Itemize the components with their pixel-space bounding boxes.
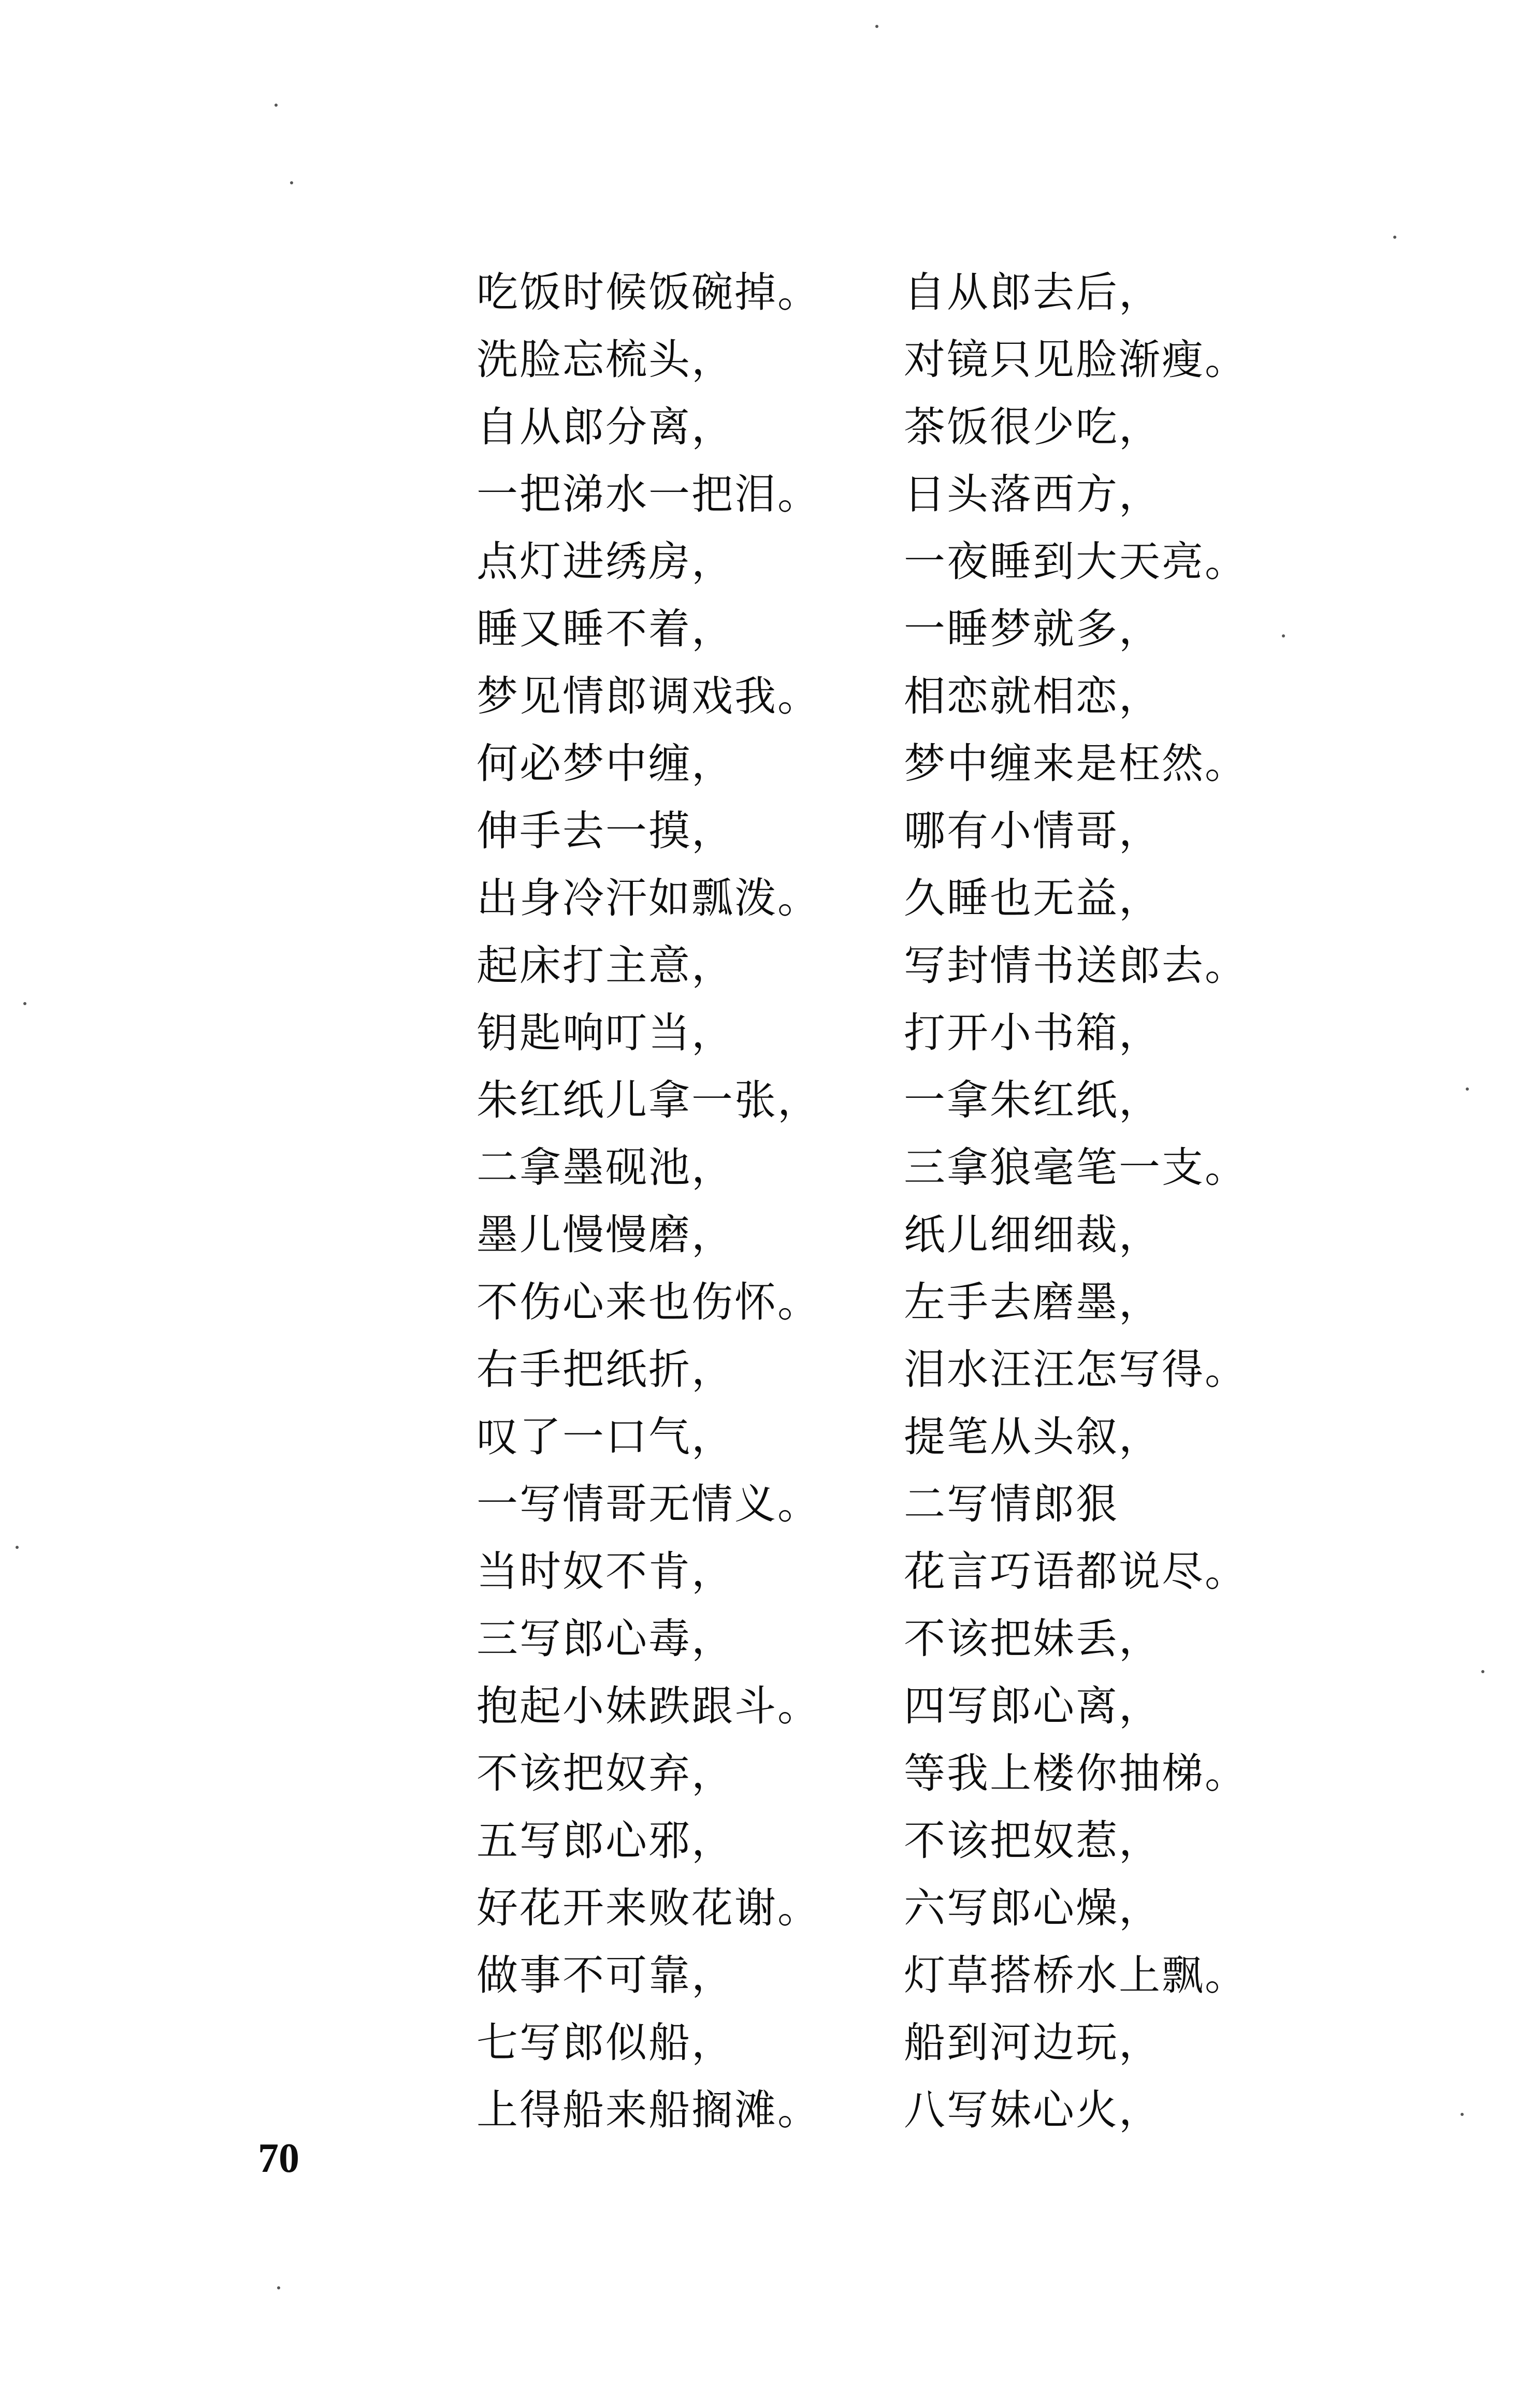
scan-speck (1461, 2113, 1464, 2116)
verse-line: 一睡梦就多， (904, 605, 1162, 653)
verse-line: 久睡也无益， (904, 874, 1162, 922)
verse-line: 相恋就相恋， (904, 672, 1162, 720)
scan-speck (16, 1546, 19, 1549)
verse-line: 伸手去一摸， (476, 807, 734, 855)
verse-line: 花言巧语都说尽。 (904, 1547, 1248, 1595)
verse-line: 灯草搭桥水上飘。 (904, 1951, 1248, 1999)
verse-line: 不伤心来也伤怀。 (476, 1278, 820, 1326)
verse-line: 纸儿细细裁， (904, 1211, 1162, 1259)
verse-line: 吃饭时候饭碗掉。 (476, 268, 820, 316)
verse-line: 好花开来败花谢。 (476, 1884, 820, 1932)
verse-line: 自从郎分离， (476, 403, 734, 451)
verse-line: 六写郎心燥， (904, 1884, 1162, 1932)
verse-line: 泪水汪汪怎写得。 (904, 1345, 1248, 1394)
verse-line: 一把涕水一把泪。 (476, 470, 820, 518)
scan-speck (875, 25, 878, 28)
verse-line: 三写郎心毒， (476, 1615, 734, 1663)
scan-speck (1282, 634, 1285, 637)
verse-line: 睡又睡不着， (476, 605, 734, 653)
verse-line: 哪有小情哥， (904, 807, 1162, 855)
verse-line: 不该把奴惹， (904, 1817, 1162, 1865)
scan-speck (1466, 1087, 1469, 1091)
verse-line: 八写妹心火， (904, 2086, 1162, 2134)
verse-line: 日头落西方， (904, 470, 1162, 518)
verse-line: 五写郎心邪， (476, 1817, 734, 1865)
verse-line: 右手把纸折， (476, 1345, 734, 1394)
verse-line: 做事不可靠， (476, 1951, 734, 1999)
verse-line: 起床打主意， (476, 941, 734, 990)
verse-line: 钥匙响叮当， (476, 1009, 734, 1057)
verse-line: 梦见情郎调戏我。 (476, 672, 820, 720)
verse-line: 梦中缠来是枉然。 (904, 739, 1248, 788)
verse-line: 对镜只见脸渐瘦。 (904, 336, 1248, 384)
scan-speck (23, 1002, 26, 1005)
verse-line: 左手去磨墨， (904, 1278, 1162, 1326)
verse-line: 写封情书送郎去。 (904, 941, 1248, 990)
verse-line: 上得船来船搁滩。 (476, 2086, 820, 2134)
verse-line: 墨儿慢慢磨， (476, 1211, 734, 1259)
verse-line: 抱起小妹跌跟斗。 (476, 1682, 820, 1730)
verse-line: 叹了一口气， (476, 1413, 734, 1461)
scan-speck (277, 2286, 280, 2289)
verse-line: 不该把妹丢， (904, 1615, 1162, 1663)
scan-speck (1481, 1670, 1484, 1673)
verse-line: 朱红纸儿拿一张， (476, 1076, 820, 1124)
scan-speck (1393, 236, 1396, 239)
verse-line: 点灯进绣房， (476, 538, 734, 586)
verse-line: 一拿朱红纸， (904, 1076, 1162, 1124)
left-verse-column (476, 259, 870, 2144)
verse-line: 何必梦中缠， (476, 739, 734, 788)
right-verse-column (904, 259, 1297, 2144)
verse-line: 二写情郎狠 (904, 1480, 1119, 1528)
verse-line: 船到河边玩， (904, 2019, 1162, 2067)
verse-line: 等我上楼你抽梯。 (904, 1749, 1248, 1797)
verse-line: 茶饭很少吃， (904, 403, 1162, 451)
verse-line: 打开小书箱， (904, 1009, 1162, 1057)
page-number: 70 (258, 2136, 299, 2181)
verse-line: 一写情哥无情义。 (476, 1480, 820, 1528)
verse-line: 出身冷汗如瓢泼。 (476, 874, 820, 922)
verse-line: 自从郎去后， (904, 268, 1162, 316)
verse-line: 二拿墨砚池， (476, 1143, 734, 1192)
verse-line: 一夜睡到大天亮。 (904, 538, 1248, 586)
verse-line: 当时奴不肯， (476, 1547, 734, 1595)
verse-line: 七写郎似船， (476, 2019, 734, 2067)
verse-line: 不该把奴弃， (476, 1749, 734, 1797)
scan-speck (290, 181, 293, 184)
verse-line: 三拿狼毫笔一支。 (904, 1143, 1248, 1192)
verse-line: 洗脸忘梳头， (476, 336, 734, 384)
verse-line: 提笔从头叙， (904, 1413, 1162, 1461)
scan-speck (275, 104, 278, 107)
verse-line: 四写郎心离， (904, 1682, 1162, 1730)
